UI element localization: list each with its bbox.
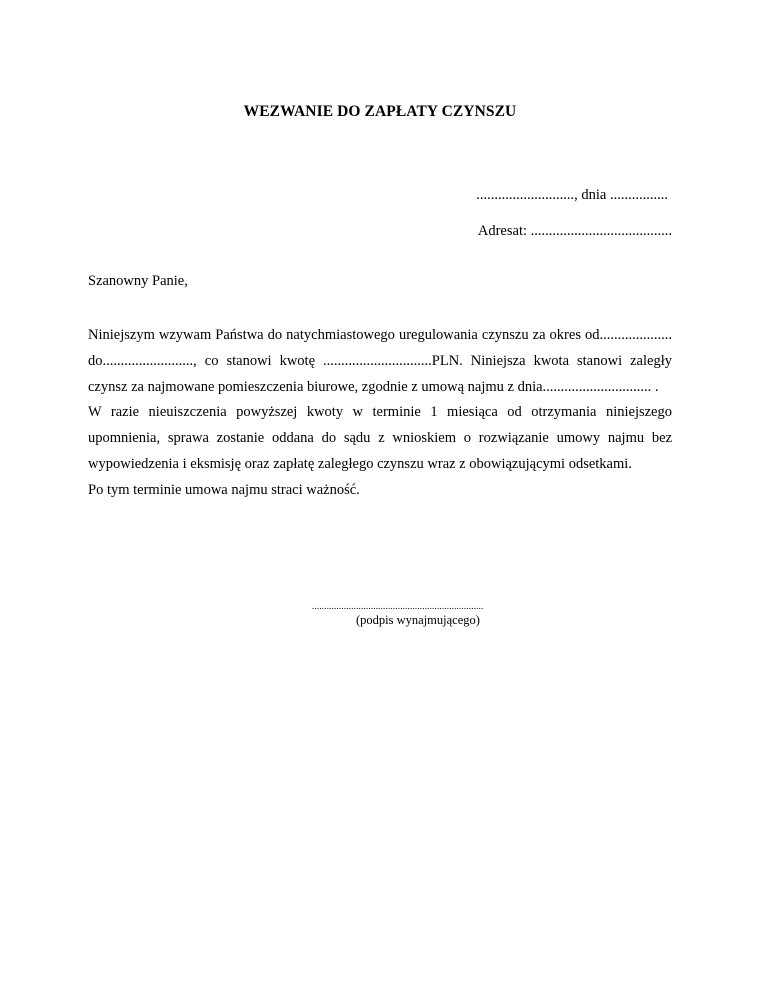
salutation: Szanowny Panie, (88, 273, 188, 289)
body-paragraph-expiry: Po tym terminie umowa najmu straci ważność. (88, 481, 360, 498)
body-paragraph-demand: Niniejszym wzywam Państwa do natychmiastowego uregulowania czynszu za okres od.................... do........................., co stanowi kwotę ..............................PLN. Niniejsza kwota stanowi zaległy czynsz za najmowane pomieszczenia biurowe, zgodnie z umową najmu z dnia.............................. . (88, 327, 672, 395)
signature-dotted-line: ...................................................................... (312, 601, 484, 611)
document-title: WEZWANIE DO ZAPŁATY CZYNSZU (243, 103, 517, 120)
addressee-line: Adresat: ....................................... (477, 223, 672, 239)
signature-caption: (podpis wynajmującego) (356, 613, 480, 627)
body-paragraph-consequences: W razie nieuiszczenia powyższej kwoty w terminie 1 miesiąca od otrzymania niniejszego upomnienia, sprawa zostanie oddana do sądu z wnioskiem o rozwiązanie umowy najmu bez wypowiedzenia i eksmisję oraz zapłatę zaległego czynszu wraz z obowiązującymi odsetkami. (88, 404, 672, 472)
place-and-date-line: ..........................., dnia ................ (476, 187, 668, 203)
letter-body (88, 323, 672, 504)
